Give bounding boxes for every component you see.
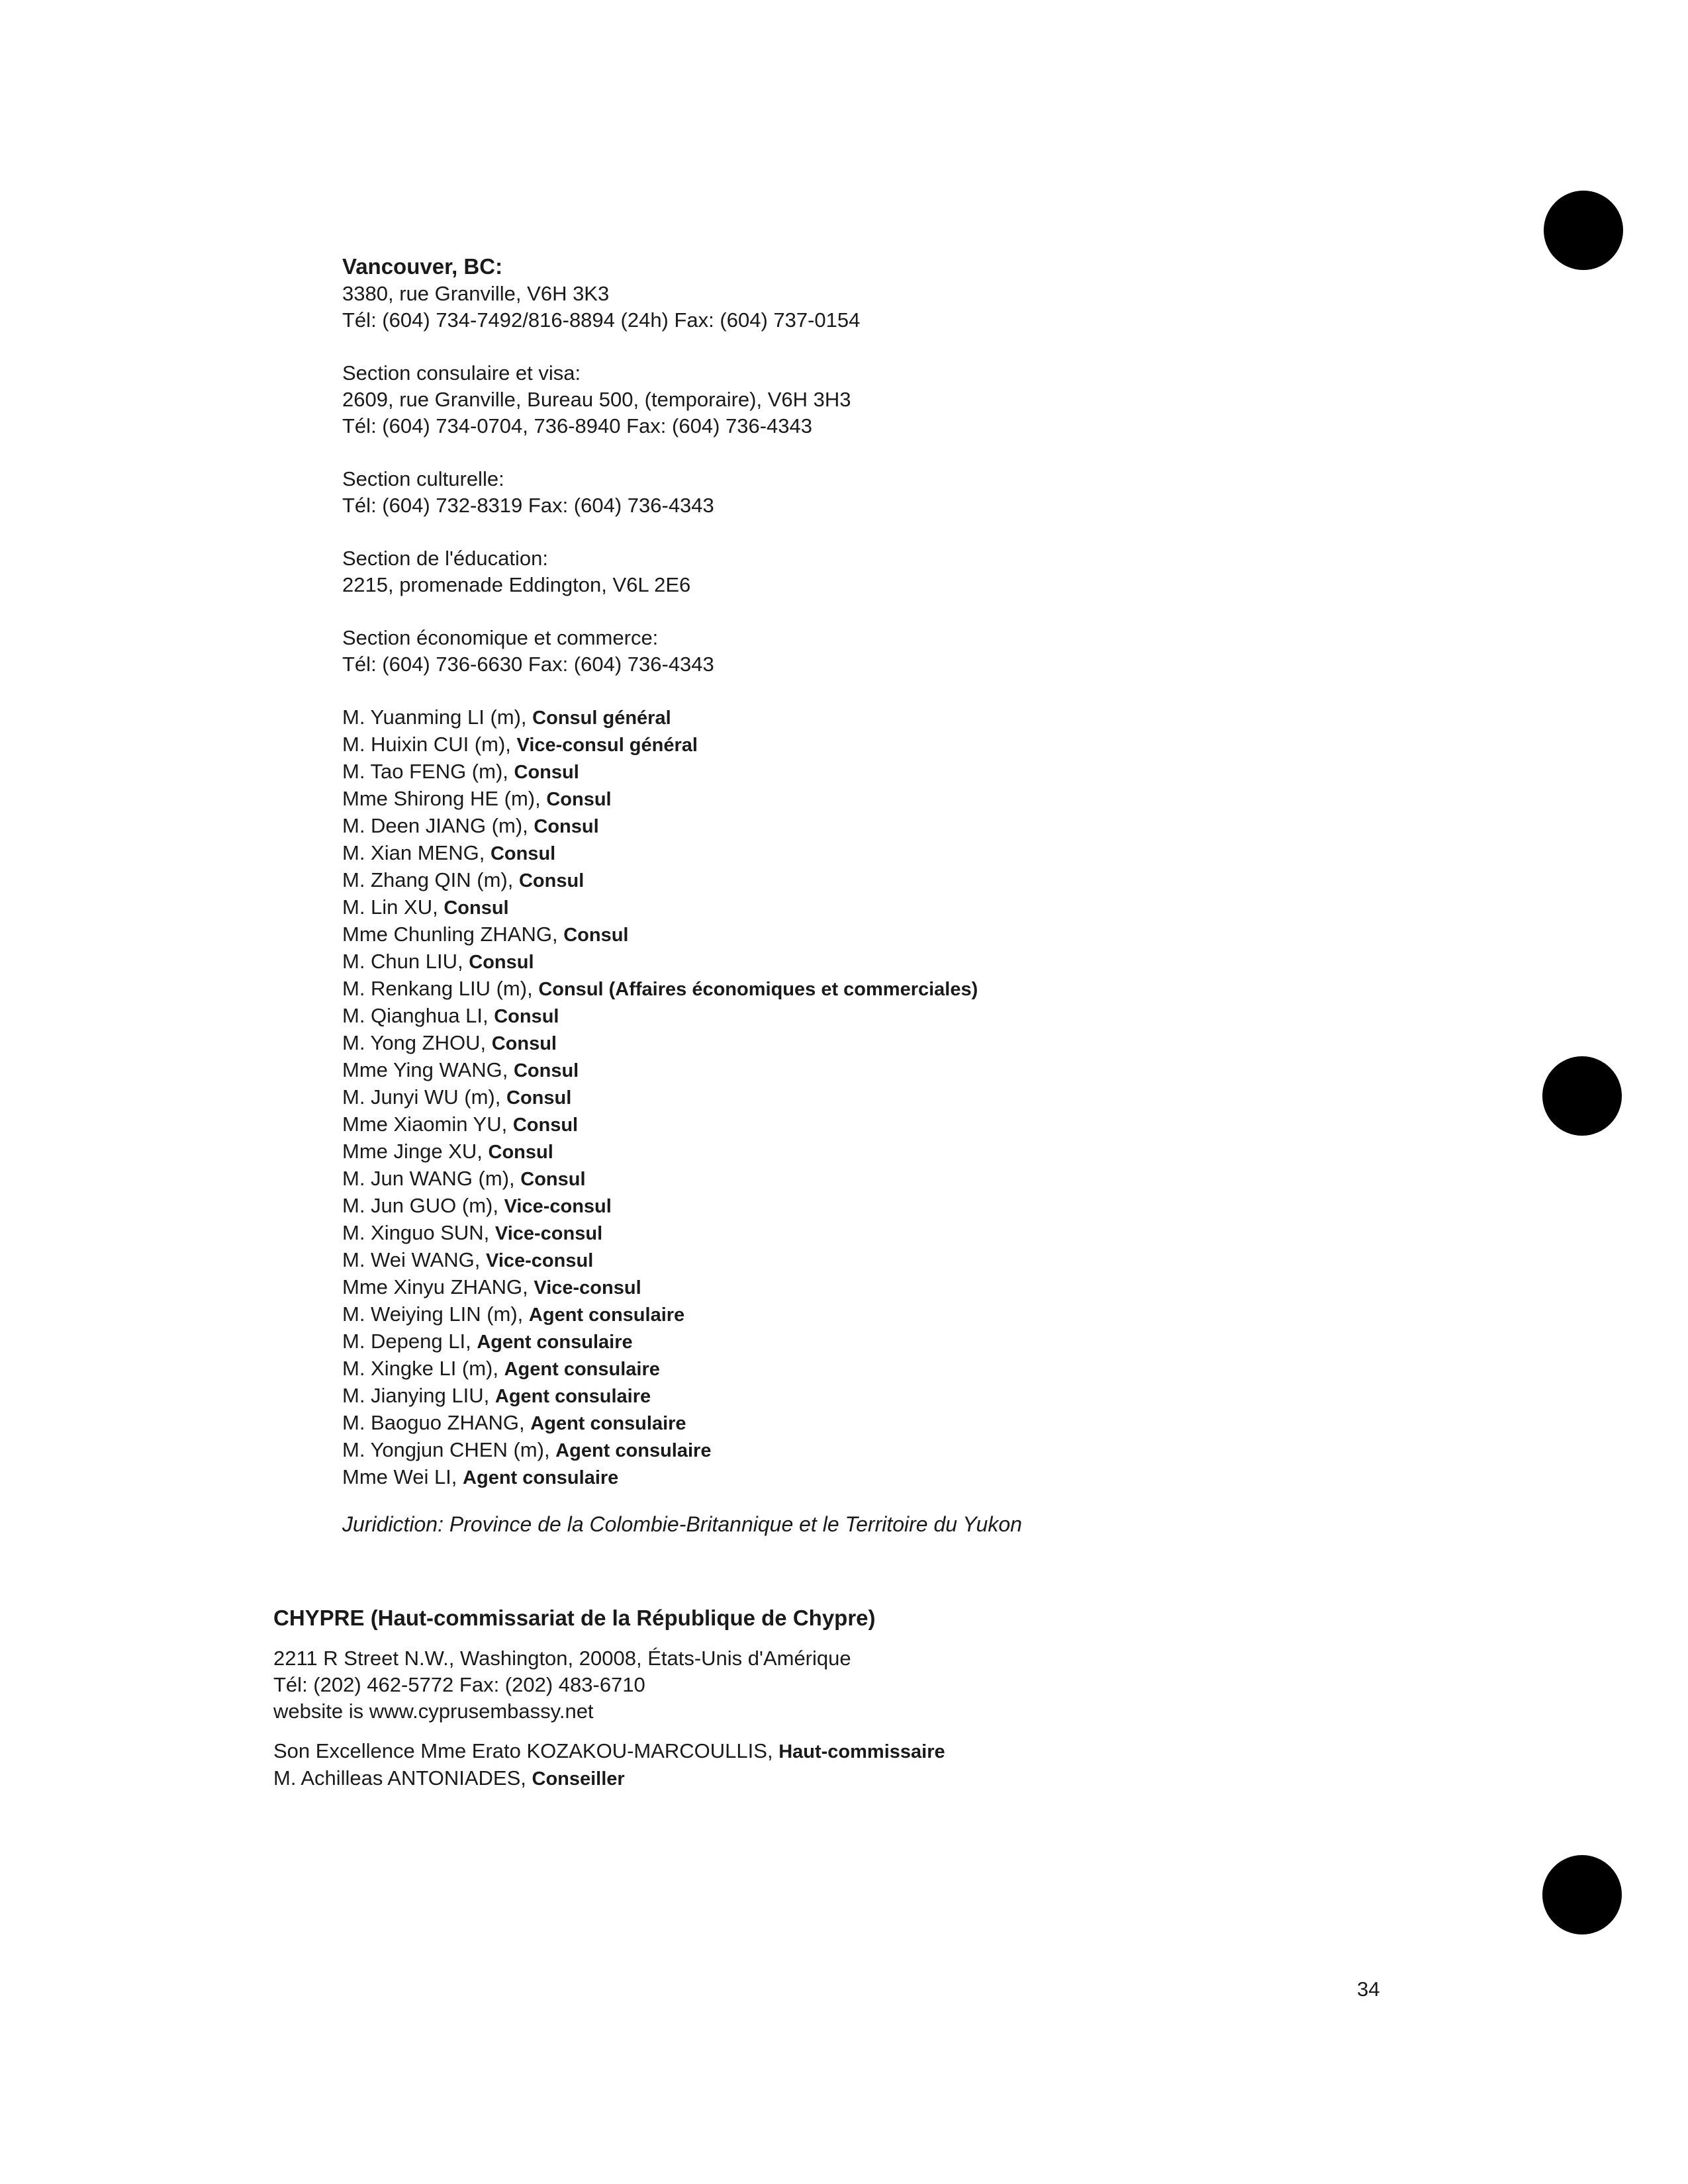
staff-entry [342, 1464, 1600, 1491]
education-section-title: Section de l'éducation: [342, 547, 548, 570]
cyprus-heading: CHYPRE (Haut-commissariat de la République de Chypre) [273, 1606, 876, 1630]
staff-role: Consul [520, 1169, 586, 1190]
staff-name: Mme Shirong HE (m), [342, 787, 547, 810]
consular-section-phone: Tél: (604) 734-0704, 736-8940 Fax: (604) 736-4343 [342, 414, 813, 437]
staff-entry [342, 1057, 1600, 1084]
staff-entry [342, 894, 1600, 921]
staff-role: Consul [563, 925, 629, 946]
staff-name: M. Yuanming LI (m), [342, 705, 533, 729]
staff-name: M. Achilleas ANTONIADES, [273, 1766, 532, 1790]
staff-name: Mme Chunling ZHANG, [342, 923, 564, 946]
staff-entry [342, 731, 1600, 758]
staff-name: Mme Jinge XU, [342, 1140, 489, 1163]
staff-entry [273, 1738, 1531, 1765]
cyprus-section [273, 1582, 1531, 1792]
vancouver-phone: Tél: (604) 734-7492/816-8894 (24h) Fax: (604) 737-0154 [342, 308, 861, 332]
staff-role: Haut-commissaire [778, 1741, 945, 1762]
staff-entry [342, 921, 1600, 948]
staff-role: Consul [469, 952, 534, 973]
staff-role: Agent consulaire [494, 1386, 651, 1407]
cyprus-phone: Tél: (202) 462-5772 Fax: (202) 483-6710 [273, 1673, 645, 1696]
education-section-block [342, 545, 1600, 598]
jurisdiction-note: Juridiction: Province de la Colombie-Britannique et le Territoire du Yukon [342, 1512, 1022, 1536]
staff-name: Mme Xinyu ZHANG, [342, 1275, 534, 1298]
staff-name: M. Chun LIU, [342, 950, 469, 973]
staff-role: Vice-consul général [516, 735, 698, 756]
staff-entry [342, 1410, 1600, 1437]
staff-name: M. Yong ZHOU, [342, 1031, 492, 1054]
staff-name: M. Huixin CUI (m), [342, 733, 517, 756]
staff-entry [342, 1138, 1600, 1165]
staff-role: Conseiller [532, 1768, 625, 1790]
staff-name: M. Jun GUO (m), [342, 1194, 504, 1217]
economic-section-title: Section économique et commerce: [342, 626, 659, 649]
vancouver-address: 3380, rue Granville, V6H 3K3 [342, 282, 610, 305]
staff-role: Vice-consul [534, 1277, 641, 1298]
staff-role: Consul général [532, 707, 671, 729]
staff-role: Agent consulaire [477, 1332, 633, 1353]
staff-name: M. Weiying LIN (m), [342, 1302, 529, 1326]
staff-name: M. Jun WANG (m), [342, 1167, 521, 1190]
vancouver-main-block [342, 253, 1600, 334]
education-section-address: 2215, promenade Eddington, V6L 2E6 [342, 573, 691, 596]
staff-name: M. Tao FENG (m), [342, 760, 514, 783]
staff-role: Consul [494, 1006, 559, 1027]
cyprus-staff-list [273, 1738, 1531, 1792]
staff-role: Vice-consul [494, 1223, 603, 1244]
staff-role: Agent consulaire [530, 1413, 686, 1434]
vancouver-heading: Vancouver, BC: [342, 254, 503, 279]
cyprus-address: 2211 R Street N.W., Washington, 20008, États-Unis d'Amérique [273, 1647, 851, 1670]
staff-name: M. Renkang LIU (m), [342, 977, 539, 1000]
staff-role: Consul [514, 762, 579, 783]
staff-name: M. Deen JIANG (m), [342, 814, 534, 837]
cyprus-contact-block [273, 1645, 1531, 1725]
punch-hole [1542, 1855, 1622, 1934]
staff-entry [342, 1084, 1600, 1111]
staff-role: Consul [513, 1060, 579, 1081]
staff-role: Consul [444, 897, 509, 919]
staff-name: Mme Wei LI, [342, 1465, 463, 1488]
economic-section-phone: Tél: (604) 736-6630 Fax: (604) 736-4343 [342, 653, 714, 676]
staff-role: Consul (Affaires économiques et commerciales) [538, 979, 978, 1000]
consular-section-title: Section consulaire et visa: [342, 361, 581, 385]
staff-entry [342, 1030, 1600, 1057]
staff-entry [342, 1193, 1600, 1220]
staff-name: M. Jianying LIU, [342, 1384, 495, 1407]
staff-name: Son Excellence Mme Erato KOZAKOU-MARCOULLIS, [273, 1739, 779, 1762]
staff-entry [342, 813, 1600, 840]
staff-entry [342, 704, 1600, 731]
staff-name: M. Xingke LI (m), [342, 1357, 504, 1380]
staff-role: Consul [490, 843, 556, 864]
staff-entry [342, 976, 1600, 1003]
staff-name: Mme Xiaomin YU, [342, 1113, 513, 1136]
vancouver-section [342, 253, 1600, 1559]
staff-name: M. Baoguo ZHANG, [342, 1411, 531, 1434]
staff-name: M. Junyi WU (m), [342, 1085, 506, 1109]
staff-name: Mme Ying WANG, [342, 1058, 514, 1081]
staff-name: M. Xinguo SUN, [342, 1221, 495, 1244]
staff-entry [342, 1437, 1600, 1464]
staff-name: M. Wei WANG, [342, 1248, 486, 1271]
staff-name: M. Xian MENG, [342, 841, 491, 864]
staff-entry [342, 1220, 1600, 1247]
staff-entry [342, 1355, 1600, 1383]
consular-section-block [342, 360, 1600, 439]
staff-role: Consul [491, 1033, 557, 1054]
staff-entry [342, 758, 1600, 786]
cultural-section-phone: Tél: (604) 732-8319 Fax: (604) 736-4343 [342, 494, 714, 517]
staff-role: Vice-consul [504, 1196, 612, 1217]
staff-role: Agent consulaire [528, 1304, 685, 1326]
staff-role: Agent consulaire [555, 1440, 712, 1461]
cultural-section-title: Section culturelle: [342, 467, 504, 490]
staff-role: Agent consulaire [504, 1359, 660, 1380]
staff-role: Consul [488, 1142, 553, 1163]
staff-name: M. Zhang QIN (m), [342, 868, 519, 891]
cultural-section-block [342, 466, 1600, 519]
staff-entry [342, 786, 1600, 813]
staff-entry [342, 840, 1600, 867]
staff-entry [342, 1328, 1600, 1355]
staff-entry [342, 1111, 1600, 1138]
staff-list [342, 704, 1600, 1491]
staff-entry [273, 1765, 1531, 1792]
staff-entry [342, 1003, 1600, 1030]
staff-role: Agent consulaire [463, 1467, 619, 1488]
staff-role: Consul [506, 1087, 572, 1109]
staff-role: Consul [546, 789, 612, 810]
staff-role: Consul [512, 1115, 579, 1136]
economic-section-block [342, 625, 1600, 678]
staff-entry [342, 1301, 1600, 1328]
staff-name: M. Qianghua LI, [342, 1004, 494, 1027]
cyprus-website: website is www.cyprusembassy.net [273, 1700, 594, 1723]
page-number: 34 [1357, 1978, 1380, 2001]
staff-entry [342, 1247, 1600, 1274]
staff-entry [342, 867, 1600, 894]
staff-name: M. Yongjun CHEN (m), [342, 1438, 556, 1461]
staff-entry [342, 1165, 1600, 1193]
staff-name: M. Lin XU, [342, 895, 444, 919]
staff-name: M. Depeng LI, [342, 1330, 477, 1353]
staff-role: Consul [534, 816, 599, 837]
staff-role: Consul [518, 870, 585, 891]
staff-role: Vice-consul [486, 1250, 594, 1271]
consular-section-address: 2609, rue Granville, Bureau 500, (temporaire), V6H 3H3 [342, 388, 851, 411]
staff-entry [342, 1274, 1600, 1301]
staff-entry [342, 1383, 1600, 1410]
staff-entry [342, 948, 1600, 976]
